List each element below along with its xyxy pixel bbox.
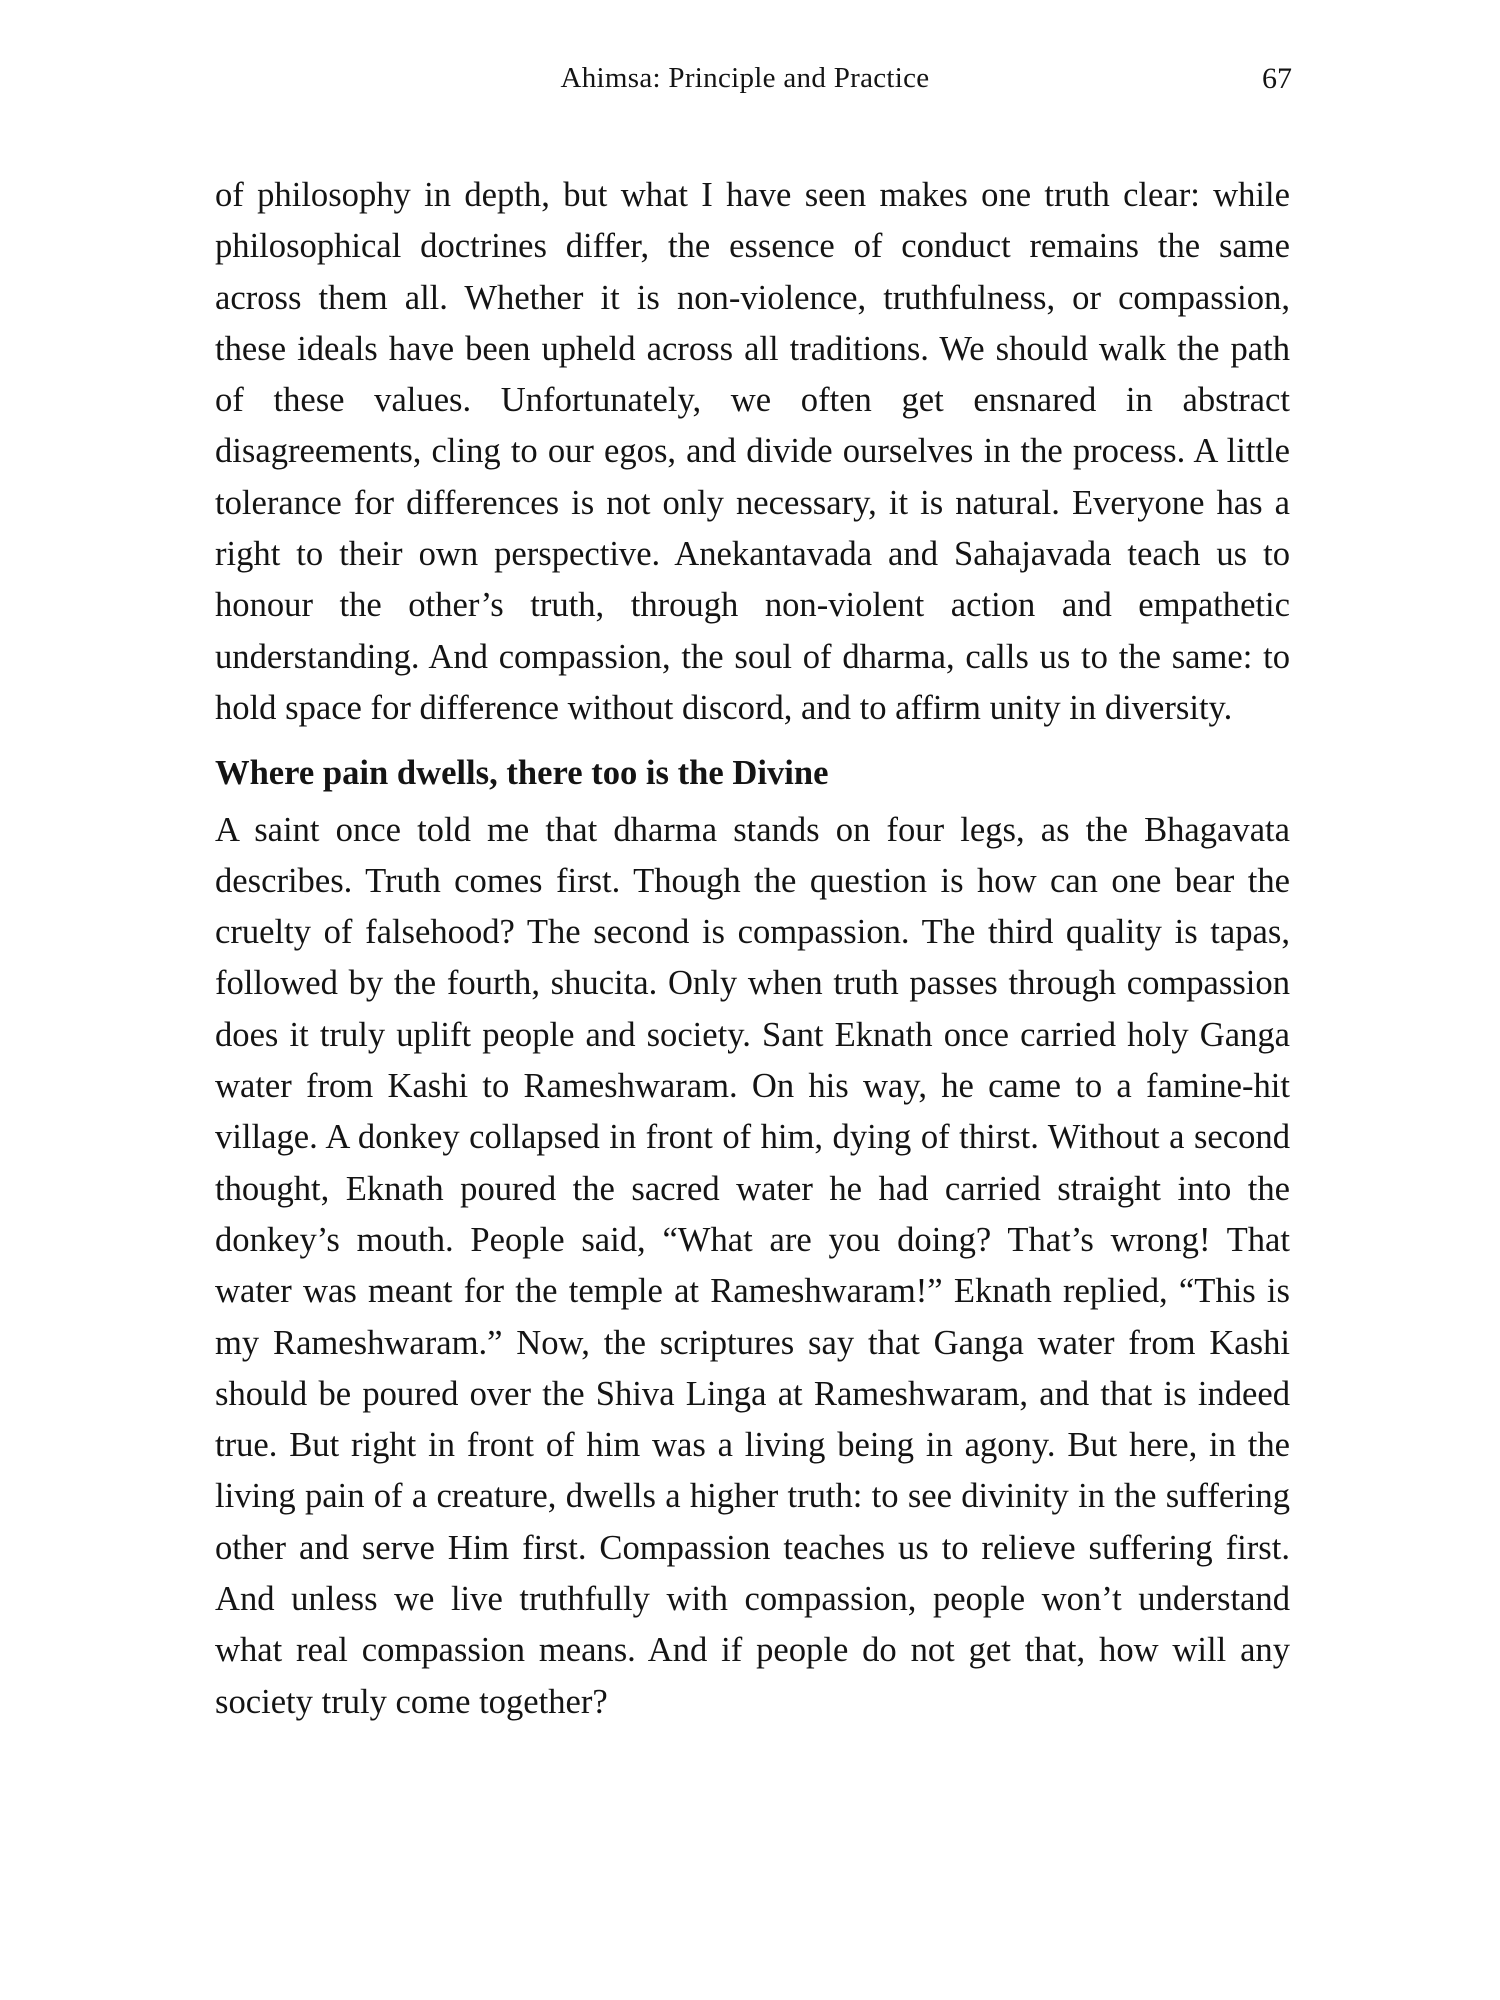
page-body bbox=[215, 170, 1290, 1728]
running-head bbox=[0, 62, 1500, 102]
paragraph-eknath-story: A saint once told me that dharma stands on four legs, as the Bhagavata describes. Truth comes first. Though the question is how can one bear the cruelty of falsehood? The second is compassion. The third quality is tapas, followed by the fourth, shucita. Only when truth passes through compassion does it truly uplift people and society. Sant Eknath once carried holy Ganga water from Kashi to Rameshwaram. On his way, he came to a famine-hit village. A donkey collapsed in front of him, dying of thirst. Without a second thought, Eknath poured the sacred water he had carried straight into the donkey’s mouth. People said, “What are you doing? That’s wrong! That water was meant for the temple at Rameshwaram!” Eknath replied, “This is my Rameshwaram.” Now, the scriptures say that Ganga water from Kashi should be poured over the Shiva Linga at Rameshwaram, and that is indeed true. But right in front of him was a living being in agony. But here, in the living pain of a creature, dwells a higher truth: to see divinity in the suffering other and serve Him first. Compassion teaches us to relieve suffering first. And unless we live truthfully with compassion, people won’t understand what real compassion means. And if people do not get that, how will any society truly come together? bbox=[215, 810, 1290, 1721]
paragraph-continued: of philosophy in depth, but what I have seen makes one truth clear: while philosophical doctrines differ, the essence of conduct remains the same across them all. Whether it is non-violence, truthfulness, or compassion, these ideals have been upheld across all traditions. We should walk the path of these values. Unfortunately, we often get ensnared in abstract disagreements, cling to our egos, and divide ourselves in the process. A little tolerance for differences is not only necessary, it is natural. Everyone has a right to their own perspective. Anekantavada and Sahajavada teach us to honour the other’s truth, through non-violent action and empathetic understanding. And compassion, the soul of dharma, calls us to the same: to hold space for difference without discord, and to affirm unity in diversity. bbox=[215, 176, 1290, 727]
section-heading: Where pain dwells, there too is the Divine bbox=[215, 754, 829, 793]
running-title: Ahimsa: Principle and Practice bbox=[560, 62, 930, 94]
page-number: 67 bbox=[1262, 62, 1292, 95]
